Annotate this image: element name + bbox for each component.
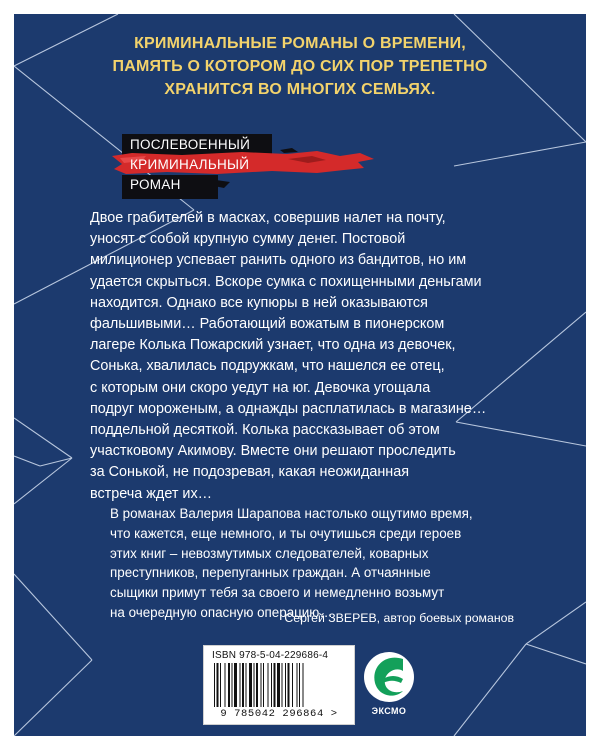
back-cover <box>14 14 586 736</box>
description-line: лагере Колька Пожарский узнает, что одна из девочек, <box>90 337 456 354</box>
quote-line: преступников, перепуганных граждан. А отчаянные <box>110 565 431 581</box>
quote-line: сыщики примут тебя за своего и немедленно возьмут <box>110 585 445 601</box>
genre-label <box>112 132 382 204</box>
description-line: милиционер успевает ранить одного из бандитов, но им <box>90 252 467 269</box>
barcode-icon <box>214 663 342 707</box>
description-line: за Сонькой, не подозревая, какая неожиданная <box>90 464 410 481</box>
description-line: находится. Однако все купюры в ней оказываются <box>90 294 428 311</box>
description-line: встреча ждет их… <box>90 485 213 502</box>
description-line: уносят с собой крупную сумму денег. Постовой <box>90 231 406 248</box>
description-line: поддельной десяткой. Колька рассказывает об этом <box>90 422 440 439</box>
genre-line: ПОСЛЕВОЕННЫЙ <box>130 137 251 152</box>
tagline-line: ПАМЯТЬ О КОТОРОМ ДО СИХ ПОР ТРЕПЕТНО <box>112 58 488 75</box>
eksmo-logo-icon <box>363 649 415 705</box>
description-line: Двое грабителей в масках, совершив налет на почту, <box>90 210 446 226</box>
description-line: участковому Акимову. Вместе они решают проследить <box>90 443 456 460</box>
quote-line: В романах Валерия Шарапова настолько ощутимо время, <box>110 506 473 521</box>
quote-line: что кажется, еще немного, и ты очутишься среди героев <box>110 525 462 541</box>
review-quote <box>110 504 550 623</box>
genre-line: РОМАН <box>130 177 181 192</box>
description-line: Сонька, хвалилась подружкам, что нашелся ее отец, <box>90 358 445 375</box>
description-line: с которым они скоро уедут на юг. Девочка угощала <box>90 379 431 396</box>
quote-line: этих книг – невозмутимых следователей, коварных <box>110 545 429 561</box>
description-line: фальшивыми… Работающий вожатым в пионерском <box>90 316 445 333</box>
publisher-name: ЭКСМО <box>371 706 407 716</box>
description-line: подруг мороженым, а однажды расплатилась в магазине… <box>90 400 487 417</box>
quote-line: на очередную опасную операцию… <box>110 604 333 620</box>
quote-author: Сергей ЗВЕРЕВ, автор боевых романов <box>284 611 514 625</box>
tagline <box>74 32 526 101</box>
genre-line: КРИМИНАЛЬНЫЙ <box>130 157 250 172</box>
book-description <box>90 208 530 505</box>
publisher-logo <box>363 649 415 723</box>
tagline-line: ХРАНИТСЯ ВО МНОГИХ СЕМЬЯХ. <box>164 81 436 98</box>
barcode-digits: 9 785042 296864 > <box>220 708 338 720</box>
description-line: удается скрыться. Вскоре сумка с похищенными деньгами <box>90 273 482 290</box>
barcode-panel <box>203 645 355 725</box>
isbn-number: ISBN 978-5-04-229686-4 <box>212 650 329 661</box>
tagline-line: КРИМИНАЛЬНЫЕ РОМАНЫ О ВРЕМЕНИ, <box>134 35 466 52</box>
